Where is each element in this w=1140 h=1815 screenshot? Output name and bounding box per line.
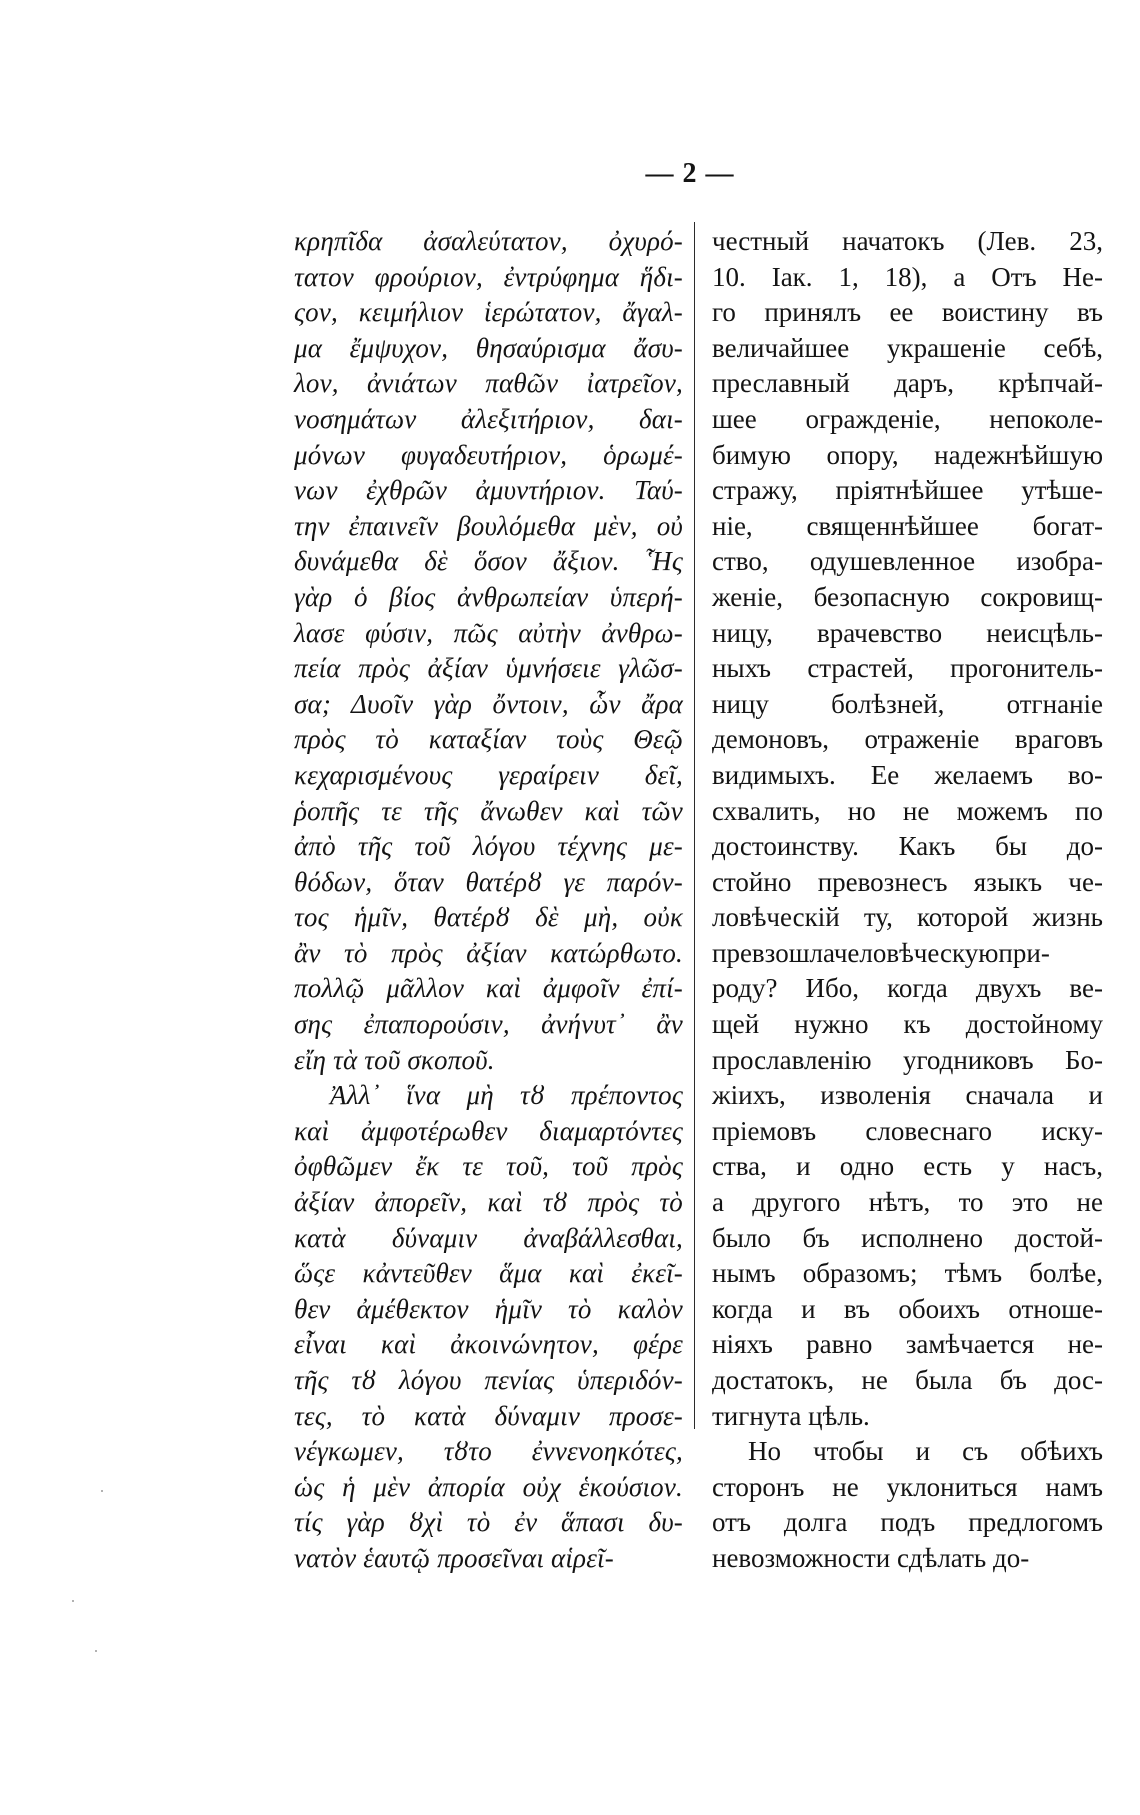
text-line: πολλῷ μᾶλλον καὶ ἀμφοῖν ἐπί- xyxy=(294,973,683,1004)
text-line: схвалить, но не можемъ по xyxy=(712,795,1103,826)
text-line: εἶναι καὶ ἀκοινώνητον, φέρε xyxy=(294,1329,683,1360)
text-line: μα ἔμψυχον, θησαύρισμα ἄσυ- xyxy=(294,332,683,363)
text-line: ῥοπῆς τε τῆς ἄνωθεν καὶ τῶν xyxy=(294,795,683,826)
text-line: сторонъ не уклониться намъ xyxy=(712,1471,1103,1502)
text-line: было бъ исполнено достой- xyxy=(712,1222,1103,1253)
text-line: νοσημάτων ἀλεξιτήριον, δαι- xyxy=(294,403,683,434)
text-line: νατὸν ἑαυτῷ προσεῖναι αἱρεῖ- xyxy=(294,1542,614,1573)
text-line: ницу, врачевство неисцѣль- xyxy=(712,617,1103,648)
text-line: 10. Іак. 1, 18), а Отъ Не- xyxy=(712,261,1103,292)
text-line: κρηπῖδα ἀσαλεύτατον, ὀχυρό- xyxy=(294,226,683,256)
text-line: τατον φρούριον, ἐντρύφημα ἥδι- xyxy=(294,261,683,292)
text-line: стойно превознесъ языкъ че- xyxy=(712,866,1103,897)
text-line: величайшее украшеніе себѣ, xyxy=(712,332,1103,363)
greek-text-column xyxy=(294,224,683,1577)
text-line: ство, одушевленное изобра- xyxy=(712,546,1103,577)
text-line: ςον, κειμήλιον ἱερώτατον, ἄγαλ- xyxy=(294,297,683,328)
text-line: шее огражденіе, непоколе- xyxy=(712,403,1103,434)
text-line: καὶ ἀμφοτέρωθεν διαμαρτόντες xyxy=(294,1115,683,1146)
text-line: женіе, безопасную сокровищ- xyxy=(712,581,1103,612)
text-line: го принялъ ее воистину въ xyxy=(712,297,1103,328)
text-line: невозможности сдѣлать до- xyxy=(712,1542,1030,1573)
text-line: пріемовъ словеснаго иску- xyxy=(712,1115,1103,1146)
text-line: κεχαρισμένους γεραίρειν δεῖ, xyxy=(294,759,683,790)
text-line: Ἀλλ᾽ ἵνα μὴ τȣ πρέποντος xyxy=(330,1080,683,1111)
text-line: την ἐπαινεῖν βουλόμεθα μὲν, οὐ xyxy=(294,510,683,541)
text-line: ства, и одно есть у насъ, xyxy=(712,1151,1103,1182)
text-line: а другого нѣтъ, то это не xyxy=(712,1187,1103,1218)
text-line: ныхъ страстей, прогонитель- xyxy=(712,653,1103,684)
column-divider xyxy=(694,222,695,1429)
text-line: ницу болѣзней, отгнаніе xyxy=(712,688,1103,719)
text-line: ὡς ἡ μὲν ἀπορία οὐχ ἑκούσιον. xyxy=(294,1471,683,1502)
text-line: τες, τὸ κατὰ δύναμιν προσε- xyxy=(294,1400,683,1431)
text-line: τος ἡμῖν, θατέρȣ δὲ μὴ, οὐκ xyxy=(294,902,683,933)
text-line: σα; Δυοῖν γὰρ ὄντοιν, ὧν ἄρα xyxy=(294,688,683,719)
text-line: νων ἐχθρῶν ἀμυντήριον. Ταύ- xyxy=(294,475,683,506)
text-line: нымъ образомъ; тѣмъ болѣе, xyxy=(712,1258,1103,1289)
text-line: λον, ἀνιάτων παθῶν ἰατρεῖον, xyxy=(294,368,683,399)
text-line: демоновъ, отраженіе враговъ xyxy=(712,724,1103,755)
print-speck xyxy=(101,1490,103,1492)
text-line: ὥςε κἀντεῦθεν ἅμα καὶ ἐκεῖ- xyxy=(294,1258,683,1289)
text-line: κατὰ δύναμιν ἀναβάλλεσθαι, xyxy=(294,1222,683,1253)
text-line: νέγκωμεν, τȣτο ἐννενοηκότες, xyxy=(294,1436,683,1467)
text-line: ніяхъ равно замѣчается не- xyxy=(712,1329,1103,1360)
text-line: бимую опору, надежнѣйшую xyxy=(712,439,1103,470)
text-line: прославленію угодниковъ Бо- xyxy=(712,1044,1103,1075)
text-line: ἀξίαν ἀπορεῖν, καὶ τȣ πρὸς τὸ xyxy=(294,1187,683,1218)
text-line: γὰρ ὁ βίος ἀνθρωπείαν ὑπερή- xyxy=(294,581,683,612)
text-line: достоинству. Какъ бы до- xyxy=(712,831,1103,862)
text-line: когда и въ обоихъ отноше- xyxy=(712,1293,1103,1324)
text-line: достатокъ, не была бъ дос- xyxy=(712,1365,1103,1395)
text-line: жіихъ, изволенія сначала и xyxy=(712,1080,1103,1111)
text-line: ловѣческій ту, которой жизнь xyxy=(712,902,1103,933)
text-line: ὀφθῶμεν ἔκ τε τοῦ, τοῦ πρὸς xyxy=(294,1151,683,1182)
text-line: преславный даръ, крѣпчай- xyxy=(712,368,1103,399)
text-line: ἀπὸ τῆς τοῦ λόγου τέχνης με- xyxy=(294,831,683,862)
text-line: превзошлачеловѣческуюпри- xyxy=(712,937,1050,968)
page-number: — 2 — xyxy=(645,158,735,189)
text-line: θόδων, ὅταν θατέρȣ γε παρόν- xyxy=(294,866,683,897)
text-line: σης ἐπαπορούσιν, ἀνήνυτ᾽ ἂν xyxy=(294,1009,683,1040)
text-line: τῆς τȣ λόγου πενίας ὑπεριδόν- xyxy=(294,1365,683,1395)
text-line: Но чтобы и съ обѣихъ xyxy=(748,1436,1103,1467)
russian-text-column xyxy=(712,224,1103,1577)
text-line: τίς γὰρ ȣχὶ τὸ ἐν ἅπασι δυ- xyxy=(294,1507,683,1538)
text-line: щей нужно къ достойному xyxy=(712,1009,1103,1040)
text-line: πεία πρὸς ἀξίαν ὑμνήσειε γλῶσ- xyxy=(294,653,683,684)
print-speck xyxy=(72,1600,74,1602)
text-line: δυνάμεθα δὲ ὅσον ἄξιον. Ἧς xyxy=(294,546,683,577)
text-line: μόνων φυγαδευτήριον, ὁρωμέ- xyxy=(294,439,683,470)
text-line: εἴη τὰ τοῦ σκοποῦ. xyxy=(294,1044,495,1075)
text-line: λασε φύσιν, πῶς αὐτὴν ἀνθρω- xyxy=(294,617,683,648)
text-line: видимыхъ. Ее желаемъ во- xyxy=(712,759,1103,790)
text-line: πρὸς τὸ καταξίαν τοὺς Θεῷ xyxy=(294,724,683,755)
text-line: честный начатокъ (Лев. 23, xyxy=(712,226,1103,256)
text-line: роду? Ибо, когда двухъ ве- xyxy=(712,973,1103,1004)
text-line: ніе, священнѣйшее богат- xyxy=(712,510,1103,541)
text-line: ἂν τὸ πρὸς ἀξίαν κατώρθωτο. xyxy=(294,937,683,968)
text-line: отъ долга подъ предлогомъ xyxy=(712,1507,1103,1538)
text-line: тигнута цѣль. xyxy=(712,1400,870,1431)
text-line: θεν ἀμέθεκτον ἡμῖν τὸ καλὸν xyxy=(294,1293,683,1324)
text-line: стражу, пріятнѣйшее утѣше- xyxy=(712,475,1103,506)
print-speck xyxy=(95,1650,97,1652)
